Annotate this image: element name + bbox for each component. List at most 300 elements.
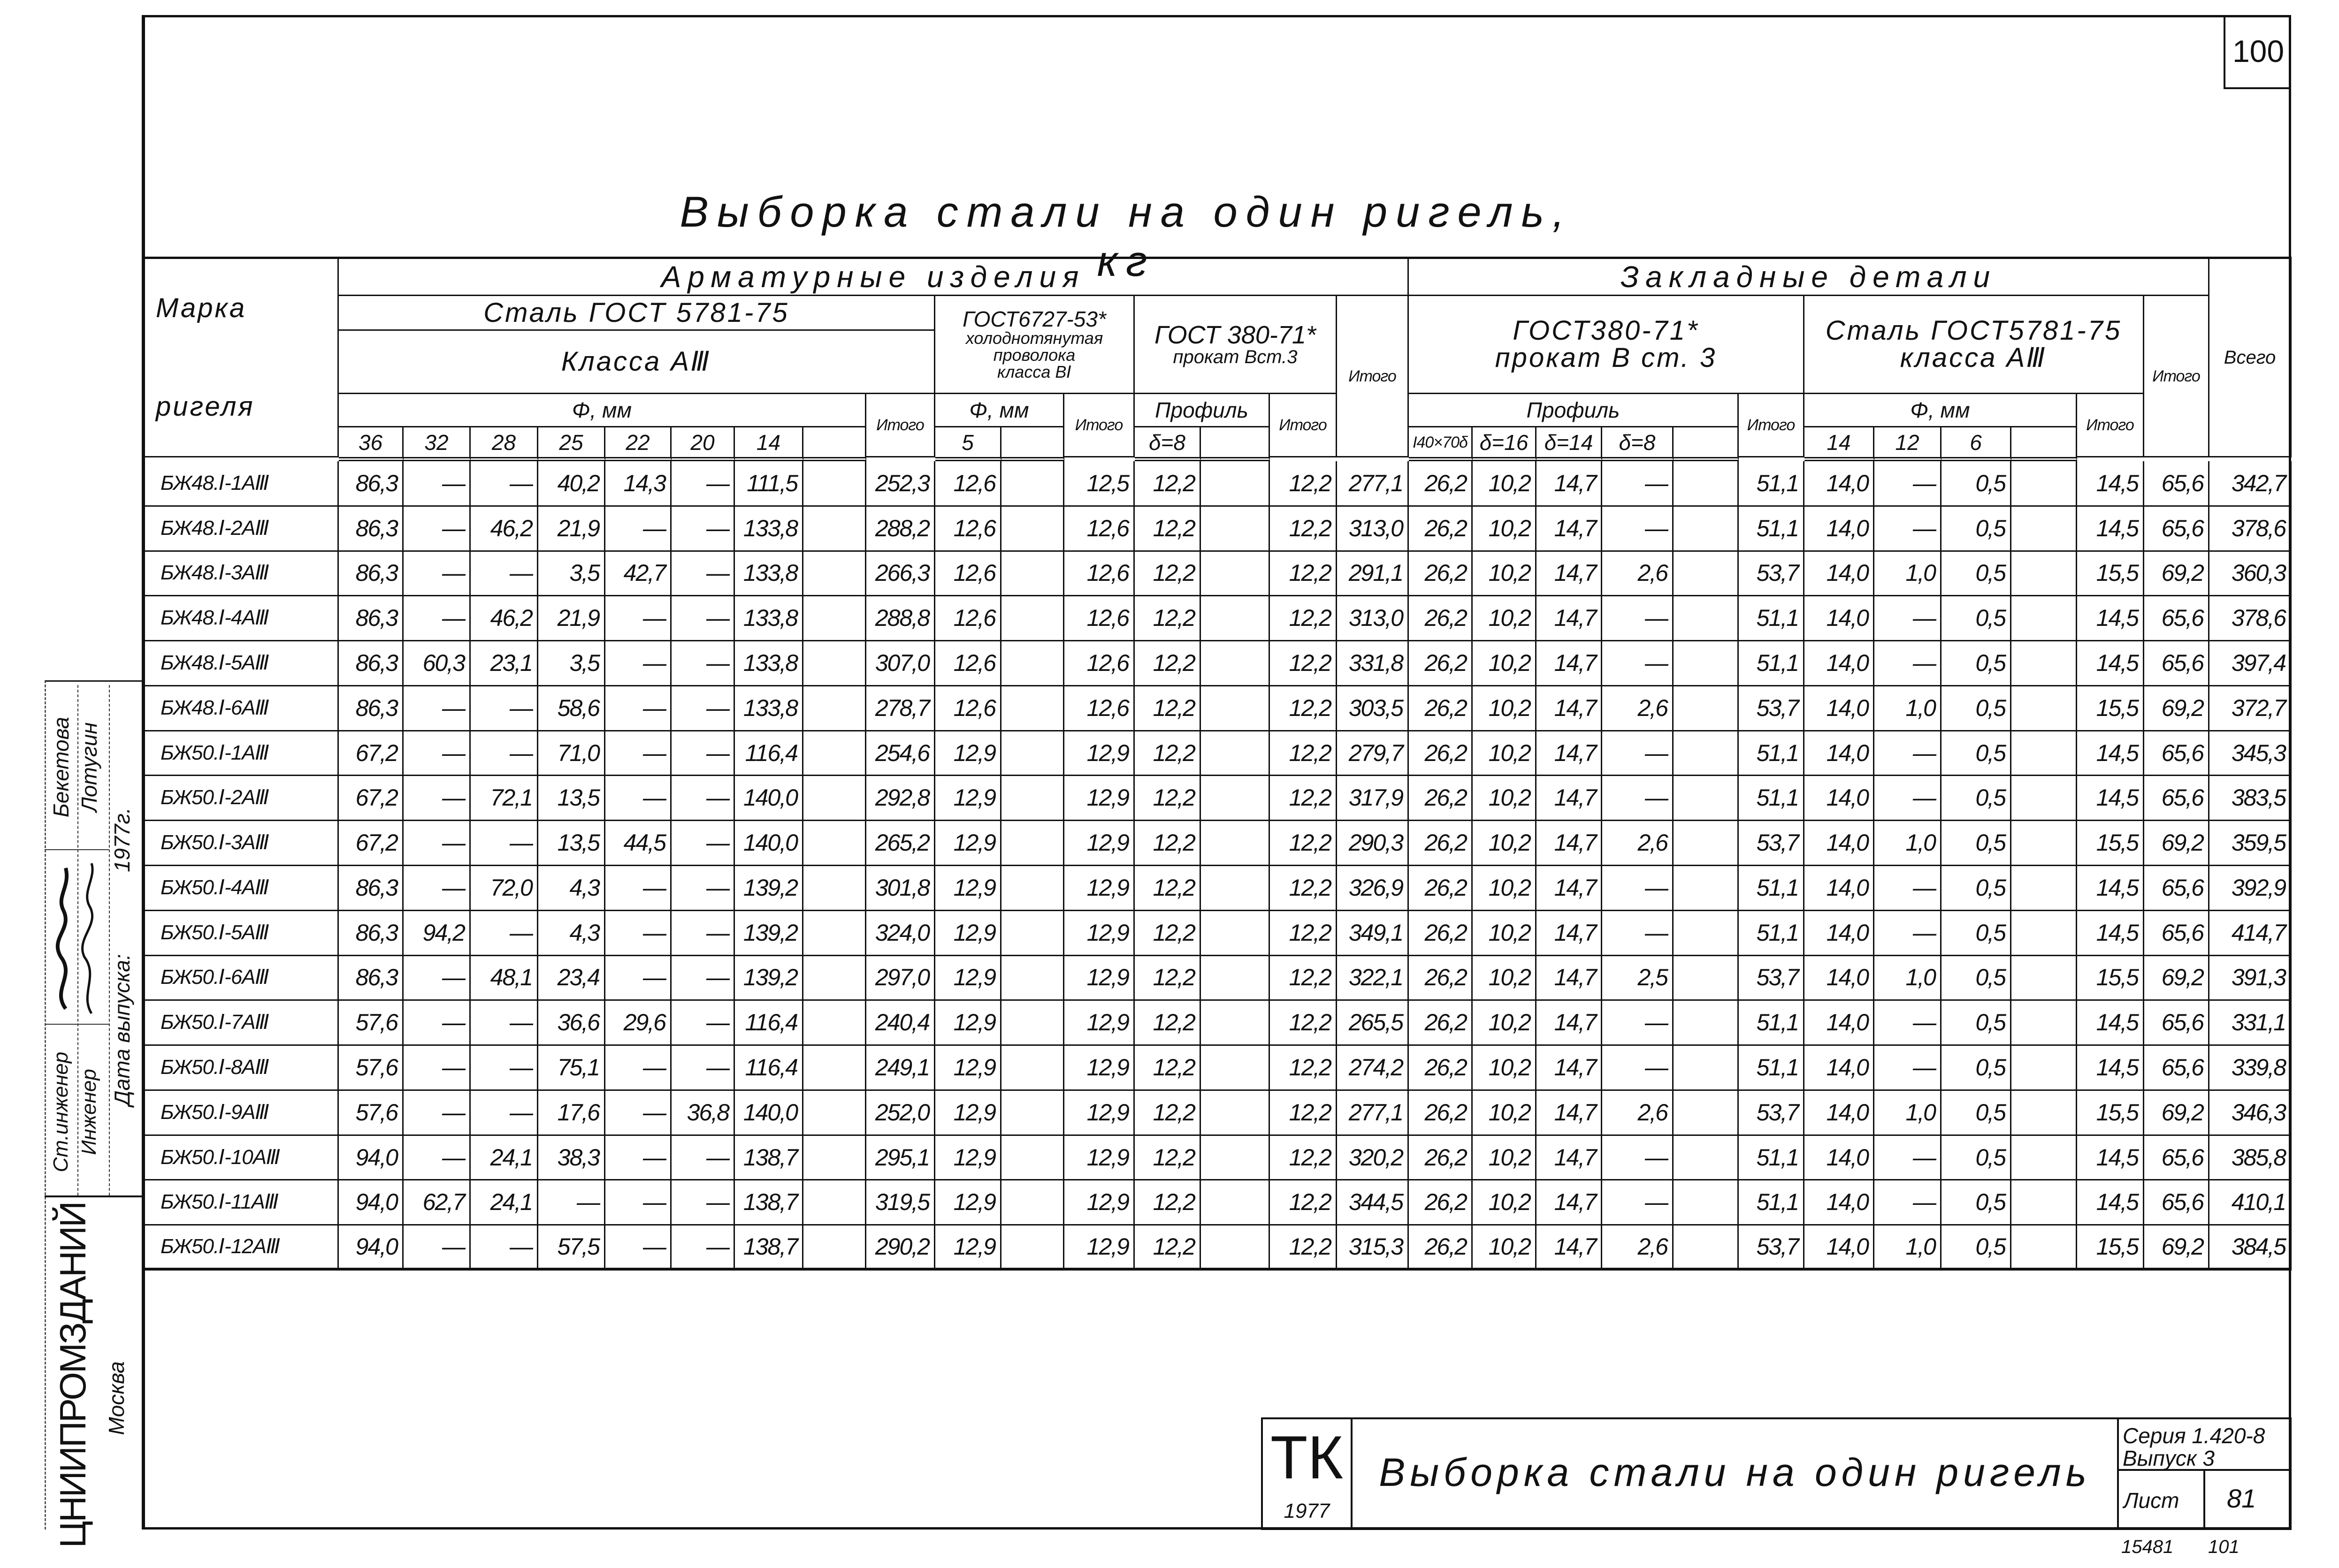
table-cell bbox=[1674, 506, 1739, 552]
table-cell: 3,5 bbox=[538, 641, 605, 686]
tk-year: 1977 bbox=[1284, 1499, 1330, 1522]
table-cell bbox=[1201, 551, 1270, 597]
table-cell: 12,2 bbox=[1135, 641, 1201, 686]
table-cell: 414,7 bbox=[2209, 911, 2292, 956]
sheet-label: Лист bbox=[2124, 1488, 2179, 1513]
table-cell: 317,9 bbox=[1337, 776, 1409, 821]
table-cell: 26,2 bbox=[1409, 1000, 1473, 1046]
table-cell bbox=[1674, 1090, 1739, 1136]
footer-number: 101 bbox=[2208, 1537, 2240, 1557]
table-cell: 86,3 bbox=[339, 641, 404, 686]
table-cell: 26,2 bbox=[1409, 956, 1473, 1001]
table-cell: — bbox=[605, 641, 672, 686]
table-cell: 53,7 bbox=[1739, 551, 1804, 597]
sub-header-cell: 36 bbox=[339, 427, 404, 461]
table-cell bbox=[803, 776, 866, 821]
table-cell: — bbox=[1874, 866, 1942, 911]
table-cell: — bbox=[672, 1225, 735, 1271]
table-cell: 51,1 bbox=[1739, 1135, 1804, 1181]
table-cell: — bbox=[1602, 731, 1674, 776]
table-cell: 12,2 bbox=[1270, 1225, 1337, 1271]
table-cell bbox=[1674, 956, 1739, 1001]
table-cell: 295,1 bbox=[866, 1135, 935, 1181]
table-cell: 26,2 bbox=[1409, 506, 1473, 552]
table-cell: 67,2 bbox=[339, 776, 404, 821]
table-cell: 94,0 bbox=[339, 1180, 404, 1225]
col-header-subtotal: Итого bbox=[1739, 394, 1804, 457]
table-cell bbox=[1674, 461, 1739, 507]
group-rebar: Арматурные изделия bbox=[339, 259, 1409, 296]
table-cell bbox=[1674, 1135, 1739, 1181]
table-cell bbox=[2011, 1045, 2077, 1091]
table-cell: 26,2 bbox=[1409, 596, 1473, 641]
header-text: ГОСТ6727-53* bbox=[963, 307, 1106, 331]
row-mark: БЖ50.Ⅰ-8АⅢ bbox=[142, 1045, 339, 1091]
table-cell: 383,5 bbox=[2209, 776, 2292, 821]
table-cell: 12,6 bbox=[1064, 641, 1135, 686]
sub-header-cell bbox=[803, 427, 866, 461]
table-cell: — bbox=[1602, 866, 1674, 911]
table-cell: — bbox=[1602, 776, 1674, 821]
table-cell: — bbox=[605, 731, 672, 776]
header-phi: Φ, мм bbox=[935, 394, 1064, 427]
table-cell: 14,7 bbox=[1536, 1045, 1602, 1091]
sub-header-cell: 14 bbox=[1804, 427, 1874, 461]
table-cell: — bbox=[471, 551, 538, 597]
table-cell bbox=[1201, 1180, 1270, 1225]
table-cell: 15,5 bbox=[2077, 1225, 2144, 1271]
table-cell: 315,3 bbox=[1337, 1225, 1409, 1271]
table-cell bbox=[1001, 596, 1064, 641]
table-cell: 13,5 bbox=[538, 821, 605, 866]
table-cell: 15,5 bbox=[2077, 1090, 2144, 1136]
table-cell: — bbox=[1874, 1135, 1942, 1181]
table-cell: 51,1 bbox=[1739, 596, 1804, 641]
table-cell: 65,6 bbox=[2144, 596, 2209, 641]
table-cell: 12,2 bbox=[1270, 461, 1337, 507]
table-cell: — bbox=[404, 551, 471, 597]
table-cell: 2,6 bbox=[1602, 686, 1674, 731]
table-cell bbox=[803, 866, 866, 911]
table-cell: 65,6 bbox=[2144, 641, 2209, 686]
table-cell bbox=[2011, 1090, 2077, 1136]
table-cell: 140,0 bbox=[735, 1090, 803, 1136]
table-cell: 12,9 bbox=[935, 1045, 1001, 1091]
table-cell: 14,7 bbox=[1536, 686, 1602, 731]
table-cell: 12,6 bbox=[1064, 506, 1135, 552]
table-cell: 26,2 bbox=[1409, 461, 1473, 507]
header-emb-gost-380 bbox=[1409, 296, 1804, 394]
table-cell: 86,3 bbox=[339, 551, 404, 597]
table-cell: 277,1 bbox=[1337, 461, 1409, 507]
sheet-title: Выборка стали на один ригель bbox=[1379, 1450, 2091, 1494]
table-cell: 12,9 bbox=[1064, 776, 1135, 821]
table-cell: — bbox=[672, 1045, 735, 1091]
table-cell: 38,3 bbox=[538, 1135, 605, 1181]
table-cell: — bbox=[1874, 506, 1942, 552]
table-cell: 0,5 bbox=[1942, 551, 2011, 597]
table-cell: 307,0 bbox=[866, 641, 935, 686]
table-cell: 86,3 bbox=[339, 461, 404, 507]
table-cell bbox=[1001, 1135, 1064, 1181]
table-cell: 12,2 bbox=[1135, 1045, 1201, 1091]
table-cell: — bbox=[1602, 461, 1674, 507]
table-cell bbox=[803, 956, 866, 1001]
sub-header-cell: 28 bbox=[471, 427, 538, 461]
table-cell bbox=[1001, 776, 1064, 821]
table-cell: 14,0 bbox=[1804, 1135, 1874, 1181]
table-cell: 140,0 bbox=[735, 821, 803, 866]
header-text: холоднотянутая bbox=[965, 328, 1103, 348]
table-cell: 62,7 bbox=[404, 1180, 471, 1225]
table-cell bbox=[803, 1225, 866, 1271]
page-number: 100 bbox=[2224, 15, 2291, 89]
table-cell bbox=[1674, 1180, 1739, 1225]
sub-header-cell: 12 bbox=[1874, 427, 1942, 461]
table-cell: 14,0 bbox=[1804, 551, 1874, 597]
table-cell: 12,9 bbox=[935, 1000, 1001, 1046]
table-cell: 65,6 bbox=[2144, 461, 2209, 507]
table-cell: — bbox=[605, 911, 672, 956]
header-text: Сталь ГОСТ5781-75 bbox=[1825, 315, 2122, 346]
table-cell: — bbox=[605, 866, 672, 911]
table-cell: 10,2 bbox=[1473, 641, 1536, 686]
table-cell: — bbox=[1602, 1045, 1674, 1091]
table-cell bbox=[1201, 1045, 1270, 1091]
table-cell: 290,2 bbox=[866, 1225, 935, 1271]
col-header-subtotal: Итого bbox=[1337, 296, 1409, 457]
table-cell: — bbox=[1874, 1000, 1942, 1046]
table-cell: 36,6 bbox=[538, 1000, 605, 1046]
table-cell: 14,0 bbox=[1804, 596, 1874, 641]
table-cell: 360,3 bbox=[2209, 551, 2292, 597]
table-cell: 12,9 bbox=[1064, 1135, 1135, 1181]
table-cell: 53,7 bbox=[1739, 1225, 1804, 1271]
row-mark: БЖ50.Ⅰ-1АⅢ bbox=[142, 731, 339, 776]
table-cell: 14,7 bbox=[1536, 956, 1602, 1001]
table-cell: 23,4 bbox=[538, 956, 605, 1001]
table-cell: 86,3 bbox=[339, 866, 404, 911]
table-cell: 12,9 bbox=[1064, 866, 1135, 911]
header-text: проволока bbox=[993, 345, 1076, 365]
table-cell: 65,6 bbox=[2144, 776, 2209, 821]
sub-header-cell: δ=8 bbox=[1135, 427, 1201, 461]
table-cell: 13,5 bbox=[538, 776, 605, 821]
stamp-line bbox=[45, 1024, 109, 1025]
table-cell: 57,6 bbox=[339, 1090, 404, 1136]
table-cell: 1,0 bbox=[1874, 956, 1942, 1001]
table-cell: 12,2 bbox=[1270, 866, 1337, 911]
table-cell: 116,4 bbox=[735, 731, 803, 776]
table-cell bbox=[1001, 1000, 1064, 1046]
table-cell: — bbox=[605, 956, 672, 1001]
table-cell bbox=[1001, 686, 1064, 731]
table-cell: 14,0 bbox=[1804, 506, 1874, 552]
table-cell: 15,5 bbox=[2077, 821, 2144, 866]
table-cell: 0,5 bbox=[1942, 1045, 2011, 1091]
table-cell: 14,5 bbox=[2077, 1000, 2144, 1046]
table-cell: 138,7 bbox=[735, 1135, 803, 1181]
table-cell: 0,5 bbox=[1942, 641, 2011, 686]
table-cell: 0,5 bbox=[1942, 1180, 2011, 1225]
table-cell: 26,2 bbox=[1409, 1045, 1473, 1091]
table-cell: 51,1 bbox=[1739, 1180, 1804, 1225]
table-cell: 12,9 bbox=[935, 776, 1001, 821]
sub-header-cell bbox=[1201, 427, 1270, 461]
table-cell: 12,6 bbox=[935, 686, 1001, 731]
table-cell: 14,0 bbox=[1804, 1225, 1874, 1271]
table-cell: 297,0 bbox=[866, 956, 935, 1001]
table-cell: 67,2 bbox=[339, 731, 404, 776]
table-cell: — bbox=[1602, 506, 1674, 552]
table-cell: 322,1 bbox=[1337, 956, 1409, 1001]
table-cell: 51,1 bbox=[1739, 1045, 1804, 1091]
header-text: ригеля bbox=[156, 391, 255, 422]
table-cell bbox=[803, 641, 866, 686]
table-cell: 0,5 bbox=[1942, 911, 2011, 956]
sub-header-cell: δ=14 bbox=[1536, 427, 1602, 461]
table-cell: 12,2 bbox=[1135, 1180, 1201, 1225]
table-cell: 26,2 bbox=[1409, 911, 1473, 956]
table-cell: — bbox=[672, 1135, 735, 1181]
table-cell: 86,3 bbox=[339, 911, 404, 956]
table-cell: 14,5 bbox=[2077, 1045, 2144, 1091]
table-cell: 0,5 bbox=[1942, 1000, 2011, 1046]
table-cell: 133,8 bbox=[735, 641, 803, 686]
table-cell: 138,7 bbox=[735, 1225, 803, 1271]
table-cell: — bbox=[605, 506, 672, 552]
table-cell: 10,2 bbox=[1473, 1000, 1536, 1046]
sheet-number: 81 bbox=[2227, 1484, 2256, 1513]
table-cell: 24,1 bbox=[471, 1135, 538, 1181]
table-cell: — bbox=[672, 776, 735, 821]
header-text: ГОСТ 380-71* bbox=[1154, 321, 1316, 349]
table-cell: 133,8 bbox=[735, 596, 803, 641]
table-cell: — bbox=[1602, 596, 1674, 641]
table-cell bbox=[1201, 596, 1270, 641]
table-cell: 252,3 bbox=[866, 461, 935, 507]
table-cell bbox=[803, 1000, 866, 1046]
table-cell: — bbox=[471, 461, 538, 507]
table-cell: — bbox=[1874, 641, 1942, 686]
table-cell: — bbox=[471, 686, 538, 731]
table-cell: 12,2 bbox=[1135, 956, 1201, 1001]
stamp-role-engineer: Инженер bbox=[77, 1069, 100, 1155]
table-cell: 14,0 bbox=[1804, 911, 1874, 956]
row-mark: БЖ50.Ⅰ-11АⅢ bbox=[142, 1180, 339, 1225]
table-cell bbox=[1001, 551, 1064, 597]
table-cell bbox=[1001, 956, 1064, 1001]
table-cell: 51,1 bbox=[1739, 911, 1804, 956]
table-cell: 0,5 bbox=[1942, 596, 2011, 641]
table-cell: 2,6 bbox=[1602, 551, 1674, 597]
table-cell: 384,5 bbox=[2209, 1225, 2292, 1271]
table-cell: 12,2 bbox=[1135, 731, 1201, 776]
table-cell: — bbox=[672, 911, 735, 956]
table-cell: — bbox=[672, 461, 735, 507]
table-cell: 14,5 bbox=[2077, 776, 2144, 821]
header-emb-steel bbox=[1804, 296, 2144, 394]
table-cell: — bbox=[404, 956, 471, 1001]
table-cell bbox=[2011, 1180, 2077, 1225]
table-cell: 14,5 bbox=[2077, 641, 2144, 686]
table-cell: — bbox=[1602, 641, 1674, 686]
table-cell: 10,2 bbox=[1473, 551, 1536, 597]
table-cell: 26,2 bbox=[1409, 866, 1473, 911]
table-cell: 57,6 bbox=[339, 1045, 404, 1091]
table-cell: 14,0 bbox=[1804, 821, 1874, 866]
table-cell: 40,2 bbox=[538, 461, 605, 507]
table-cell bbox=[2011, 1000, 2077, 1046]
table-cell: 0,5 bbox=[1942, 1090, 2011, 1136]
table-cell: — bbox=[1874, 1045, 1942, 1091]
sub-header-cell: δ=8 bbox=[1602, 427, 1674, 461]
table-cell bbox=[2011, 1225, 2077, 1271]
table-cell: 12,2 bbox=[1135, 686, 1201, 731]
table-cell: 359,5 bbox=[2209, 821, 2292, 866]
table-cell: 349,1 bbox=[1337, 911, 1409, 956]
table-cell bbox=[2011, 1135, 2077, 1181]
col-header-subtotal: Итого bbox=[1270, 394, 1337, 457]
table-cell: 12,2 bbox=[1270, 686, 1337, 731]
table-cell: — bbox=[404, 461, 471, 507]
table-cell: 26,2 bbox=[1409, 641, 1473, 686]
table-cell: — bbox=[605, 1045, 672, 1091]
table-cell: — bbox=[605, 1225, 672, 1271]
table-cell: 26,2 bbox=[1409, 686, 1473, 731]
table-cell bbox=[803, 1135, 866, 1181]
table-cell bbox=[1001, 1090, 1064, 1136]
table-cell: — bbox=[1874, 911, 1942, 956]
table-cell: — bbox=[1602, 911, 1674, 956]
table-cell bbox=[1201, 1090, 1270, 1136]
table-cell: 385,8 bbox=[2209, 1135, 2292, 1181]
table-cell: 26,2 bbox=[1409, 1090, 1473, 1136]
page-title: Выборка стали на один ригель, кг bbox=[680, 188, 1573, 285]
table-cell: 4,3 bbox=[538, 866, 605, 911]
table-cell: 12,6 bbox=[935, 461, 1001, 507]
table-cell: 14,0 bbox=[1804, 1045, 1874, 1091]
table-cell bbox=[1201, 956, 1270, 1001]
header-gost-6727 bbox=[935, 296, 1135, 394]
tk-label: ТК bbox=[1270, 1423, 1344, 1492]
table-cell: 26,2 bbox=[1409, 551, 1473, 597]
table-cell: 3,5 bbox=[538, 551, 605, 597]
header-text: прокат Вст.3 bbox=[1173, 347, 1298, 367]
table-cell: — bbox=[605, 1090, 672, 1136]
table-cell bbox=[1201, 776, 1270, 821]
table-cell: 14,0 bbox=[1804, 461, 1874, 507]
sub-header-cell: 25 bbox=[538, 427, 605, 461]
table-cell bbox=[2011, 956, 2077, 1001]
table-cell: 0,5 bbox=[1942, 461, 2011, 507]
table-cell: 12,2 bbox=[1270, 731, 1337, 776]
table-cell bbox=[1201, 641, 1270, 686]
table-cell: 12,6 bbox=[935, 596, 1001, 641]
table-cell: 12,2 bbox=[1270, 506, 1337, 552]
table-cell: 14,0 bbox=[1804, 956, 1874, 1001]
table-cell: — bbox=[404, 1000, 471, 1046]
table-cell: 57,5 bbox=[538, 1225, 605, 1271]
table-cell: 0,5 bbox=[1942, 956, 2011, 1001]
table-cell: 12,2 bbox=[1270, 1090, 1337, 1136]
sub-header-cell: 22 bbox=[605, 427, 672, 461]
table-cell: 21,9 bbox=[538, 506, 605, 552]
table-cell: 12,9 bbox=[935, 1090, 1001, 1136]
row-mark: БЖ50.Ⅰ-7АⅢ bbox=[142, 1000, 339, 1046]
table-cell: 12,2 bbox=[1135, 776, 1201, 821]
table-cell: 14,0 bbox=[1804, 1180, 1874, 1225]
col-header-subtotal: Итого bbox=[2077, 394, 2144, 457]
table-cell: 288,8 bbox=[866, 596, 935, 641]
table-cell bbox=[2011, 776, 2077, 821]
table-cell: 14,7 bbox=[1536, 866, 1602, 911]
table-cell: — bbox=[471, 821, 538, 866]
table-cell: 65,6 bbox=[2144, 1180, 2209, 1225]
table-cell: 14,7 bbox=[1536, 506, 1602, 552]
table-cell: 24,1 bbox=[471, 1180, 538, 1225]
table-cell: 14,7 bbox=[1536, 1000, 1602, 1046]
table-cell: 12,9 bbox=[1064, 911, 1135, 956]
table-cell: 12,2 bbox=[1270, 1180, 1337, 1225]
header-text: класса АⅢ bbox=[1900, 343, 2048, 373]
table-cell: 60,3 bbox=[404, 641, 471, 686]
table-cell: 14,0 bbox=[1804, 776, 1874, 821]
table-cell: 12,6 bbox=[1064, 596, 1135, 641]
table-cell: 133,8 bbox=[735, 551, 803, 597]
header-class-a3: Класса АⅢ bbox=[339, 331, 935, 394]
table-cell: 0,5 bbox=[1942, 506, 2011, 552]
table-cell: 1,0 bbox=[1874, 1090, 1942, 1136]
table-cell: 86,3 bbox=[339, 596, 404, 641]
table-cell: — bbox=[404, 821, 471, 866]
table-cell: 133,8 bbox=[735, 686, 803, 731]
table-cell: 12,9 bbox=[935, 1225, 1001, 1271]
stamp-divider bbox=[45, 1195, 142, 1197]
table-cell: 378,6 bbox=[2209, 596, 2292, 641]
table-cell: 326,9 bbox=[1337, 866, 1409, 911]
table-cell: 12,6 bbox=[935, 641, 1001, 686]
table-cell: 410,1 bbox=[2209, 1180, 2292, 1225]
col-header-total: Всего bbox=[2209, 259, 2292, 457]
table-cell: 345,3 bbox=[2209, 731, 2292, 776]
table-cell bbox=[1001, 1225, 1064, 1271]
table-cell: 14,7 bbox=[1536, 731, 1602, 776]
table-cell: 44,5 bbox=[605, 821, 672, 866]
table-cell bbox=[1674, 731, 1739, 776]
table-cell: — bbox=[404, 1225, 471, 1271]
table-cell: 14,0 bbox=[1804, 641, 1874, 686]
table-cell: 12,9 bbox=[935, 731, 1001, 776]
table-cell: 266,3 bbox=[866, 551, 935, 597]
table-cell: 65,6 bbox=[2144, 1135, 2209, 1181]
stamp-name-senior: Бекетова bbox=[49, 716, 73, 818]
table-cell: — bbox=[672, 641, 735, 686]
table-cell: 12,2 bbox=[1270, 1135, 1337, 1181]
table-cell: 12,2 bbox=[1135, 1090, 1201, 1136]
table-cell: 12,9 bbox=[1064, 1225, 1135, 1271]
table-cell bbox=[1674, 686, 1739, 731]
table-cell bbox=[1674, 596, 1739, 641]
table-cell: 313,0 bbox=[1337, 506, 1409, 552]
table-cell: 26,2 bbox=[1409, 731, 1473, 776]
table-cell: 346,3 bbox=[2209, 1090, 2292, 1136]
sub-header-cell: 14 bbox=[735, 427, 803, 461]
table-cell: 331,8 bbox=[1337, 641, 1409, 686]
row-mark: БЖ50.Ⅰ-9АⅢ bbox=[142, 1090, 339, 1136]
row-mark: БЖ50.Ⅰ-12АⅢ bbox=[142, 1225, 339, 1271]
table-cell: 26,2 bbox=[1409, 1225, 1473, 1271]
